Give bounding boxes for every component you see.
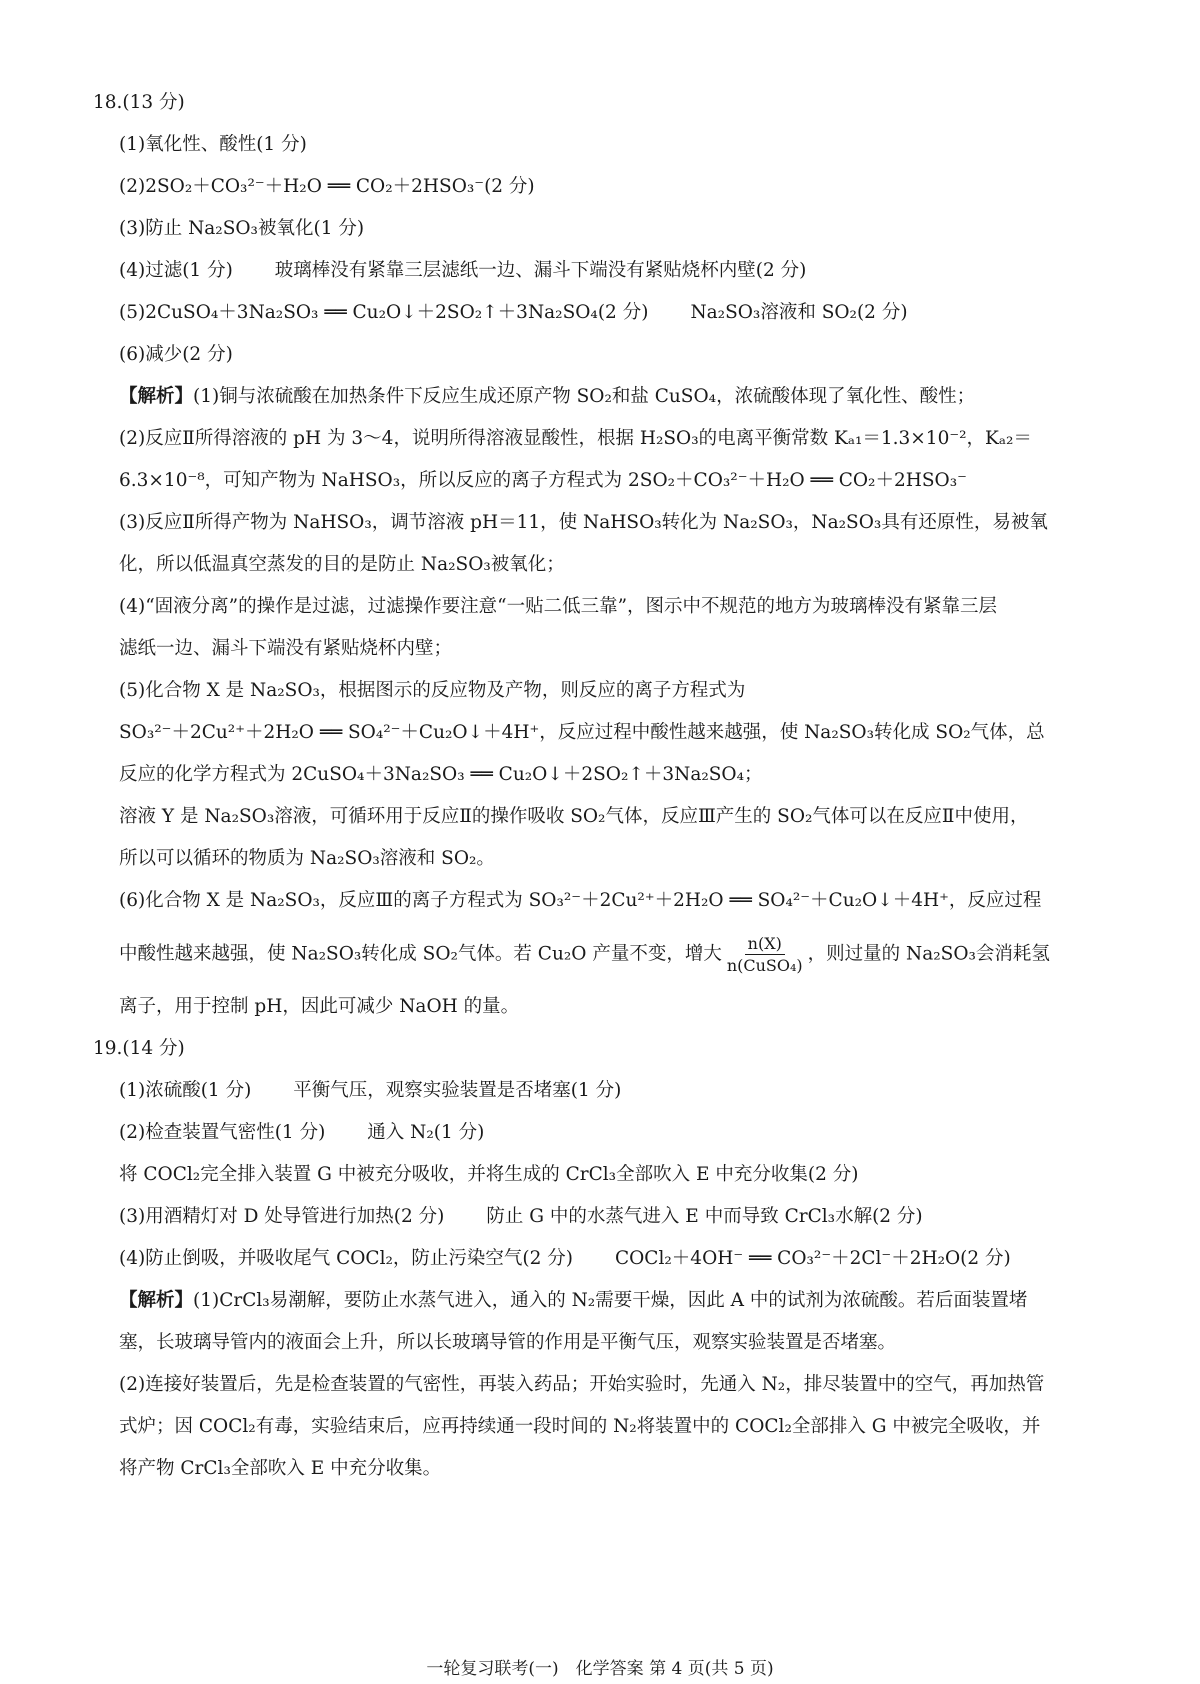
q19-answer-4-part-b: COCl₂＋4OH⁻ ══ CO₃²⁻＋2Cl⁻＋2H₂O(2 分) (614, 1248, 1011, 1269)
q18-answer-4-part-b: 玻璃棒没有紧靠三层滤纸一边、漏斗下端没有紧贴烧杯内壁(2 分) (274, 260, 807, 281)
q18-heading: 18.(13 分) (93, 92, 185, 113)
q19-analysis-2a: (2)连接好装置后，先是检查装置的气密性，再装入药品；开始实验时，先通入 N₂，排尽装置中的空气，再加热管 (119, 1374, 1045, 1395)
q18-analysis-4a: (4)“固液分离”的操作是过滤，过滤操作要注意“一贴二低三靠”，图示中不规范的地方为玻璃棒没有紧靠三层 (119, 596, 998, 617)
q18-answer-5-part-a: (5)2CuSO₄＋3Na₂SO₃ ══ Cu₂O↓＋2SO₂↑＋3Na₂SO₄(2 分) (119, 302, 649, 323)
q19-answer-1-part-a: (1)浓硫酸(1 分) (119, 1080, 252, 1101)
q19-answer-4 (119, 1248, 1011, 1270)
q18-analysis-6c: 离子，用于控制 pH，因此可减少 NaOH 的量。 (119, 996, 520, 1017)
q18-analysis-2a: (2)反应Ⅱ所得溶液的 pH 为 3～4，说明所得溶液显酸性，根据 H₂SO₃的电离平衡常数 Kₐ₁＝1.3×10⁻²，Kₐ₂＝ (119, 428, 1032, 449)
q19-answer-4-part-a: (4)防止倒吸，并吸收尾气 COCl₂，防止污染空气(2 分) (119, 1248, 573, 1269)
analysis-tag: 【解析】 (119, 1290, 194, 1311)
q19-answer-3-part-b: 防止 G 中的水蒸气进入 E 中而导致 CrCl₃水解(2 分) (486, 1206, 923, 1227)
ratio-fraction (724, 934, 806, 975)
q18-analysis-6a: (6)化合物 X 是 Na₂SO₃，反应Ⅲ的离子方程式为 SO₃²⁻＋2Cu²⁺＋2H₂O ══ SO₄²⁻＋Cu₂O↓＋4H⁺，反应过程 (119, 890, 1042, 911)
q18-answer-5-part-b: Na₂SO₃溶液和 SO₂(2 分) (690, 302, 908, 323)
q18-analysis-5c: 反应的化学方程式为 2CuSO₄＋3Na₂SO₃ ══ Cu₂O↓＋2SO₂↑＋3Na₂SO₄； (119, 764, 763, 785)
q18-analysis-5d: 溶液 Y 是 Na₂SO₃溶液，可循环用于反应Ⅱ的操作吸收 SO₂气体，反应Ⅲ产生的 SO₂气体可以在反应Ⅱ中使用， (119, 806, 1029, 827)
fraction-denominator: n(CuSO₄) (726, 956, 803, 976)
q19-answer-1-part-b: 平衡气压，观察实验装置是否堵塞(1 分) (293, 1080, 622, 1101)
q19-analysis-2b: 式炉；因 COCl₂有毒，实验结束后，应再持续通一段时间的 N₂将装置中的 COCl₂全部排入 G 中被完全吸收，并 (119, 1416, 1041, 1437)
page-footer: 一轮复习联考(一) 化学答案 第 4 页(共 5 页) (426, 1659, 774, 1679)
q18-answer-5 (119, 302, 908, 324)
q18-answer-1: (1)氧化性、酸性(1 分) (119, 134, 307, 155)
q19-analysis-1a-text: (1)CrCl₃易潮解，要防止水蒸气进入，通入的 N₂需要干燥，因此 A 中的试剂为浓硫酸。若后面装置堵 (193, 1290, 1028, 1311)
q18-analysis-6b-post: ，则过量的 Na₂SO₃会消耗氢 (807, 943, 1050, 965)
q19-answer-1 (119, 1080, 621, 1102)
q19-analysis-1b: 塞，长玻璃导管内的液面会上升，所以长玻璃导管的作用是平衡气压，观察实验装置是否堵塞。 (119, 1332, 897, 1353)
q18-analysis-1 (119, 386, 975, 408)
q19-answer-3-part-a: (3)用酒精灯对 D 处导管进行加热(2 分) (119, 1206, 445, 1227)
q18-analysis-3b: 化，所以低温真空蒸发的目的是防止 Na₂SO₃被氧化； (119, 554, 565, 575)
q18-analysis-4b: 滤纸一边、漏斗下端没有紧贴烧杯内壁； (119, 638, 453, 659)
q19-analysis-2c: 将产物 CrCl₃全部吹入 E 中充分收集。 (119, 1458, 442, 1479)
q18-analysis-5e: 所以可以循环的物质为 Na₂SO₃溶液和 SO₂。 (119, 848, 495, 869)
q18-analysis-5a: (5)化合物 X 是 Na₂SO₃，根据图示的反应物及产物，则反应的离子方程式为 (119, 680, 746, 701)
q19-heading: 19.(14 分) (93, 1038, 185, 1059)
q18-answer-4 (119, 260, 806, 282)
q18-analysis-5b: SO₃²⁻＋2Cu²⁺＋2H₂O ══ SO₄²⁻＋Cu₂O↓＋4H⁺，反应过程中酸性越来越强，使 Na₂SO₃转化成 SO₂气体，总 (119, 722, 1045, 743)
q18-analysis-6b (119, 934, 1050, 975)
q19-analysis-1a (119, 1290, 1027, 1312)
q18-answer-2: (2)2SO₂＋CO₃²⁻＋H₂O ══ CO₂＋2HSO₃⁻(2 分) (119, 176, 535, 197)
q18-analysis-2b: 6.3×10⁻⁸，可知产物为 NaHSO₃，所以反应的离子方程式为 2SO₂＋CO₃²⁻＋H₂O ══ CO₂＋2HSO₃⁻ (119, 470, 967, 491)
q19-answer-3 (119, 1206, 923, 1228)
q18-answer-6: (6)减少(2 分) (119, 344, 233, 365)
q18-analysis-1-text: (1)铜与浓硫酸在加热条件下反应生成还原产物 SO₂和盐 CuSO₄，浓硫酸体现了氧化性、酸性； (193, 386, 976, 407)
q19-answer-2 (119, 1122, 484, 1144)
q18-analysis-3a: (3)反应Ⅱ所得产物为 NaHSO₃，调节溶液 pH＝11，使 NaHSO₃转化为 Na₂SO₃，Na₂SO₃具有还原性，易被氧 (119, 512, 1048, 533)
q19-answer-2-part-b: 通入 N₂(1 分) (367, 1122, 485, 1143)
q18-answer-4-part-a: (4)过滤(1 分) (119, 260, 233, 281)
q19-answer-2-part-a: (2)检查装置气密性(1 分) (119, 1122, 326, 1143)
analysis-tag: 【解析】 (119, 386, 194, 407)
q18-analysis-6b-pre: 中酸性越来越强，使 Na₂SO₃转化成 SO₂气体。若 Cu₂O 产量不变，增大 (119, 943, 722, 965)
fraction-numerator: n(X) (745, 934, 785, 955)
q18-answer-3: (3)防止 Na₂SO₃被氧化(1 分) (119, 218, 365, 239)
q19-answer-2-part-c: 将 COCl₂完全排入装置 G 中被充分吸收，并将生成的 CrCl₃全部吹入 E 中充分收集(2 分) (119, 1164, 859, 1185)
